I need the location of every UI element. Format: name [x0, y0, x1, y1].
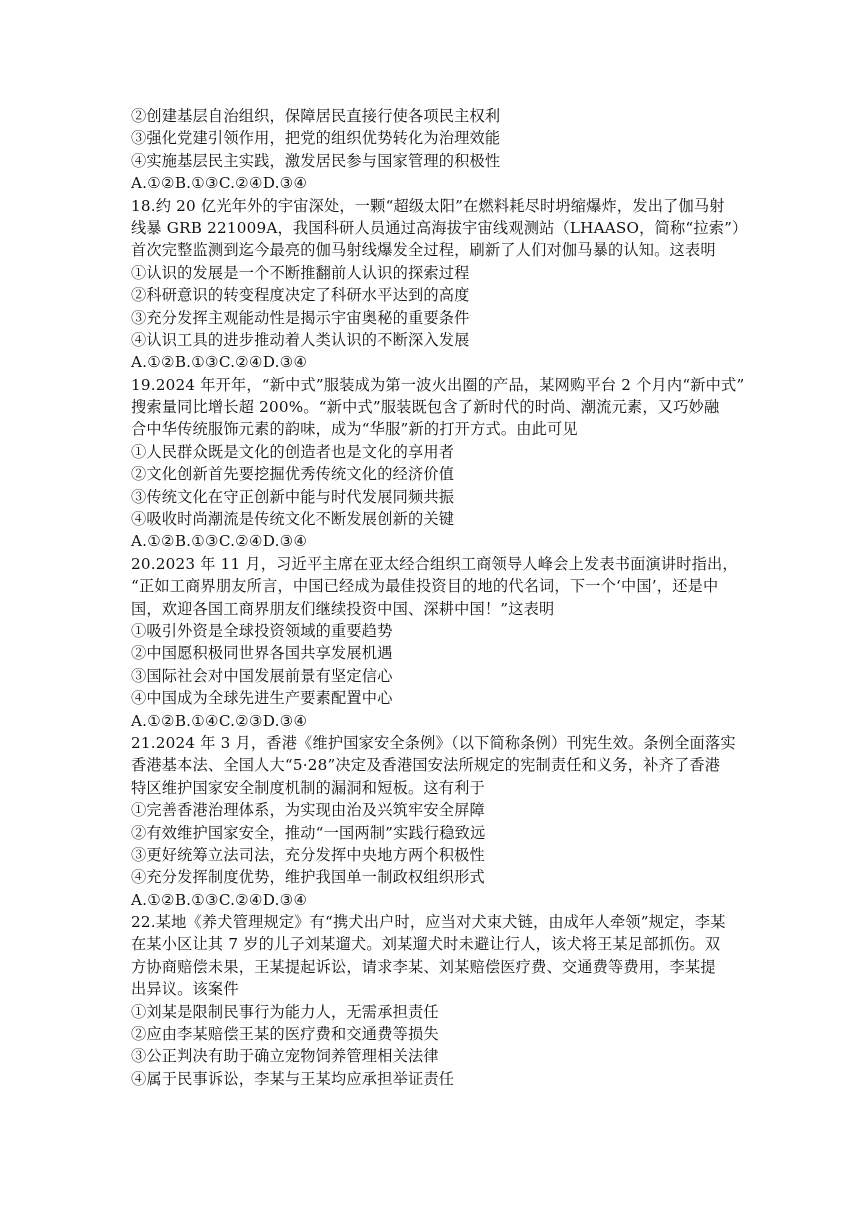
- question-stem-line: “正如工商界朋友所言，中国已经成为最佳投资目的地的代名词，下一个‘中国’，还是中: [131, 577, 719, 596]
- option-line: ③充分发挥主观能动性是揭示宇宙奥秘的重要条件: [131, 308, 470, 327]
- option-line: ②有效维护国家安全，推动“一国两制”实践行稳致远: [131, 823, 486, 842]
- answer-choices: A.①②B.①③C.②④D.③④: [131, 353, 308, 372]
- answer-choices: A.①②B.①③C.②④D.③④: [131, 174, 308, 193]
- question-stem-line: 线暴 GRB 221009A，我国科研人员通过高海拔宇宙线观测站（LHAASO，简称“拉索”）: [131, 218, 748, 237]
- option-line: ①完善香港治理体系，为实现由治及兴筑牢安全屏障: [131, 801, 485, 820]
- option-line: ④属于民事诉讼，李某与王某均应承担举证责任: [131, 1069, 455, 1088]
- answer-choices: A.①②B.①③C.②④D.③④: [131, 532, 308, 551]
- question-stem-line: 18.约 20 亿光年外的宇宙深处，一颗“超级太阳”在燃料耗尽时坍缩爆炸，发出了伽马射: [131, 196, 725, 215]
- option-line: ②创建基层自治组织，保障居民直接行使各项民主权利: [131, 107, 501, 125]
- option-line: ④充分发挥制度优势，维护我国单一制政权组织形式: [131, 868, 485, 887]
- question-22: [131, 911, 731, 1090]
- option-line: ②中国愿积极同世界各国共享发展机遇: [131, 644, 393, 663]
- question-stem-line: 在某小区让其 7 岁的儿子刘某遛犬。刘某遛犬时未避让行人，该犬将王某足部抓伤。双: [131, 935, 721, 954]
- option-line: ③传统文化在守正创新中能与时代发展同频共振: [131, 487, 455, 506]
- option-line: ③强化党建引领作用，把党的组织优势转化为治理效能: [131, 129, 501, 148]
- question-stem-line: 方协商赔偿未果，王某提起诉讼，请求李某、刘某赔偿医疗费、交通费等费用，李某提: [131, 957, 716, 976]
- option-line: ④中国成为全球先进生产要素配置中心: [131, 689, 393, 708]
- option-line: ③更好统筹立法司法，充分发挥中央地方两个积极性: [131, 845, 485, 864]
- answer-choices: A.①②B.①③C.②④D.③④: [131, 890, 308, 909]
- question-stem-line: 出异议。该案件: [131, 980, 239, 999]
- option-line: ③国际社会对中国发展前景有坚定信心: [131, 666, 393, 685]
- option-line: ①刘某是限制民事行为能力人，无需承担责任: [131, 1002, 439, 1021]
- question-20: [131, 553, 738, 732]
- question-stem-line: 21.2024 年 3 月，香港《维护国家安全条例》（以下简称条例）刊宪生效。条例全面落实: [131, 733, 736, 752]
- option-line: ③公正判决有助于确立宠物饲养管理相关法律: [131, 1047, 439, 1066]
- question-stem-line: 22.某地《养犬管理规定》有“携犬出户时，应当对犬束犬链，由成年人牵领”规定，李某: [131, 913, 726, 932]
- question-stem-line: 19.2024 年开年，“新中式”服装成为第一波火出圈的产品，某网购平台 2 个月内“新中式”: [131, 375, 745, 394]
- option-line: ②文化创新首先要挖掘优秀传统文化的经济价值: [131, 465, 455, 484]
- option-line: ④实施基层民主实践，激发居民参与国家管理的积极性: [131, 151, 501, 170]
- question-stem-line: 国，欢迎各国工商界朋友们继续投资中国、深耕中国！”这表明: [131, 599, 555, 618]
- option-line: ②科研意识的转变程度决定了科研水平达到的高度: [131, 286, 470, 305]
- option-line: ④吸收时尚潮流是传统文化不断发展创新的关键: [131, 510, 455, 529]
- question-19: [131, 374, 745, 553]
- question-21: [131, 732, 736, 911]
- question-18: [131, 195, 748, 374]
- option-line: ④认识工具的进步推动着人类认识的不断深入发展: [131, 330, 470, 349]
- question-stem-line: 搜索量同比增长超 200%。“新中式”服装既包含了新时代的时尚、潮流元素，又巧妙融: [131, 398, 720, 417]
- option-line: ②应由李某赔偿王某的医疗费和交通费等损失: [131, 1025, 439, 1044]
- question-stem-line: 香港基本法、全国人大“5·28”决定及香港国安法所规定的宪制责任和义务，补齐了香港: [131, 756, 721, 775]
- option-line: ①认识的发展是一个不断推翻前人认识的探索过程: [131, 263, 470, 282]
- question-stem-line: 首次完整监测到迄今最亮的伽马射线爆发全过程，刷新了人们对伽马暴的认知。这表明: [131, 241, 716, 260]
- question-17-tail: [131, 105, 731, 195]
- option-line: ①吸引外资是全球投资领域的重要趋势: [131, 621, 393, 640]
- question-stem-line: 合中华传统服饰元素的韵味，成为“华服”新的打开方式。由此可见: [131, 420, 578, 439]
- option-line: ①人民群众既是文化的创造者也是文化的享用者: [131, 442, 455, 461]
- question-stem-line: 特区维护国家安全制度机制的漏洞和短板。这有利于: [131, 778, 485, 797]
- answer-choices: A.①②B.①④C.②③D.③④: [131, 711, 308, 730]
- question-stem-line: 20.2023 年 11 月，习近平主席在亚太经合组织工商领导人峰会上发表书面演讲时指出，: [131, 554, 738, 573]
- exam-content: [131, 105, 748, 1090]
